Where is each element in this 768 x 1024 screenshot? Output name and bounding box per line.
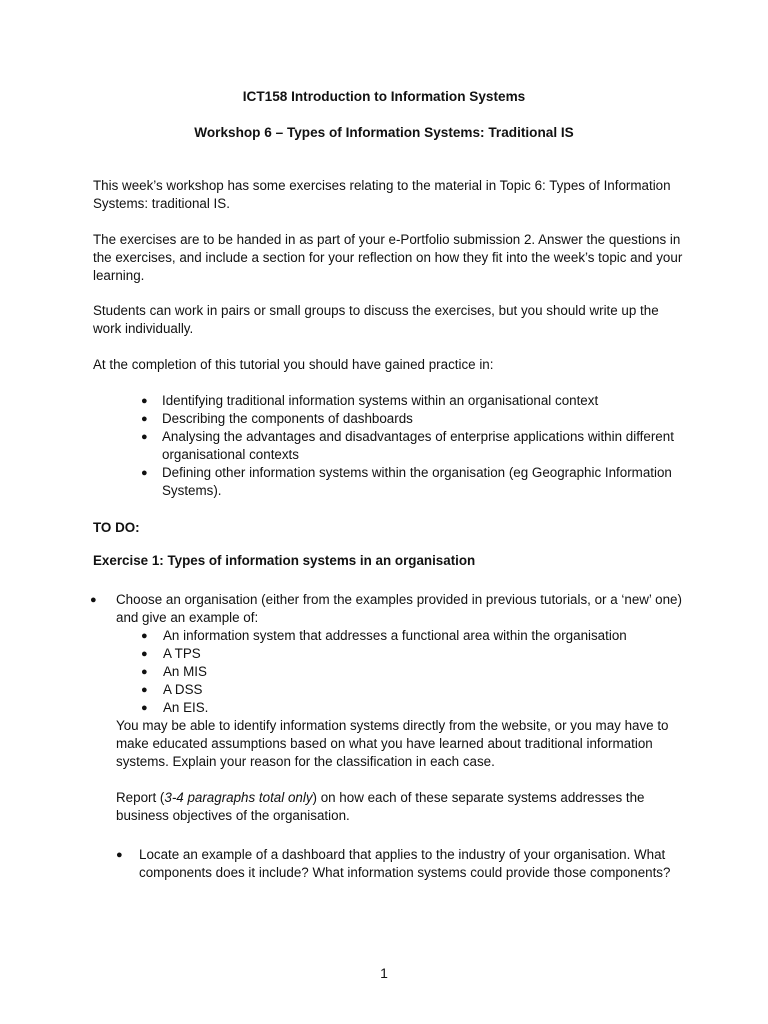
list-item-text: Identifying traditional information systems within an organisational context xyxy=(162,393,599,408)
bullet-icon: ● xyxy=(90,594,97,606)
bullet-icon: ● xyxy=(141,413,148,425)
report-prefix: Report ( xyxy=(116,790,165,805)
exercise-1-list xyxy=(90,591,683,825)
exercise-1-heading: Exercise 1: Types of information systems in an organisation xyxy=(93,553,476,568)
sub-list-item xyxy=(116,645,683,663)
list-item xyxy=(93,846,683,882)
paragraph-text: The exercises are to be handed in as part of your e-Portfolio submission 2. Answer the questions in the exercises, and include a section for your reflection on how they fit into the week’s topic and your learning. xyxy=(93,232,683,283)
report-suffix: ) on how each of these separate systems addresses the business objectives of the organisation. xyxy=(116,790,645,823)
paragraph-text: This week’s workshop has some exercises relating to the material in Topic 6: Types of Information Systems: traditional IS. xyxy=(93,178,671,211)
intro-paragraph-1 xyxy=(93,177,683,213)
list-item xyxy=(93,464,683,500)
list-item-text: Defining other information systems within the organisation (eg Geographic Information Systems). xyxy=(162,465,672,498)
bullet-icon: ● xyxy=(116,849,123,861)
report-emphasis: 3-4 paragraphs total only xyxy=(164,790,313,805)
list-item xyxy=(93,392,683,410)
bullet-icon: ● xyxy=(141,666,148,678)
bullet-icon: ● xyxy=(141,467,148,479)
bullet-icon: ● xyxy=(141,395,148,407)
explanation-text: You may be able to identify information systems directly from the website, or you may have to make educated assumptions based on what you have learned about traditional information systems. Explain your reason for the classification in each case. xyxy=(116,718,669,769)
sub-list-item-text: A DSS xyxy=(163,682,203,697)
bullet-icon: ● xyxy=(141,702,148,714)
todo-heading: TO DO: xyxy=(93,520,140,535)
sub-list-item xyxy=(116,663,683,681)
sub-list-item xyxy=(116,627,683,645)
bullet-icon: ● xyxy=(141,684,148,696)
list-item-text: Describing the components of dashboards xyxy=(162,411,413,426)
course-title: ICT158 Introduction to Information Systems xyxy=(242,89,526,104)
workshop-title: Workshop 6 – Types of Information Systems: Traditional IS xyxy=(194,125,574,140)
sub-list-item-text: An EIS. xyxy=(163,700,209,715)
sub-list xyxy=(116,627,683,717)
paragraph-text: At the completion of this tutorial you should have gained practice in: xyxy=(93,357,494,372)
page-number: 1 xyxy=(380,965,388,981)
bullet-icon: ● xyxy=(141,431,148,443)
sub-list-item-text: An MIS xyxy=(163,664,207,679)
paragraph-text: Students can work in pairs or small groups to discuss the exercises, but you should write up the work individually. xyxy=(93,303,659,336)
sub-list-item-text: A TPS xyxy=(163,646,201,661)
sub-list-item xyxy=(116,681,683,699)
list-item-text: Locate an example of a dashboard that applies to the industry of your organisation. What components does it include? What information systems could provide those components? xyxy=(139,847,671,880)
list-item xyxy=(90,591,683,825)
intro-paragraph-3 xyxy=(93,302,683,338)
intro-paragraph-2 xyxy=(93,231,683,285)
bullet-icon: ● xyxy=(141,630,148,642)
bullet-icon: ● xyxy=(141,648,148,660)
learning-outcomes-list xyxy=(93,392,683,500)
list-item-text: Choose an organisation (either from the examples provided in previous tutorials, or a ‘new’ one) and give an example of: xyxy=(116,592,682,625)
sub-list-item-text: An information system that addresses a functional area within the organisation xyxy=(163,628,627,643)
sub-list-item xyxy=(116,699,683,717)
report-instruction xyxy=(116,789,683,825)
list-item xyxy=(93,410,683,428)
list-item xyxy=(93,428,683,464)
list-item-text: Analysing the advantages and disadvantages of enterprise applications within different organisational contexts xyxy=(162,429,674,462)
exercise-1-item-2 xyxy=(93,846,683,882)
intro-paragraph-4 xyxy=(93,356,683,374)
